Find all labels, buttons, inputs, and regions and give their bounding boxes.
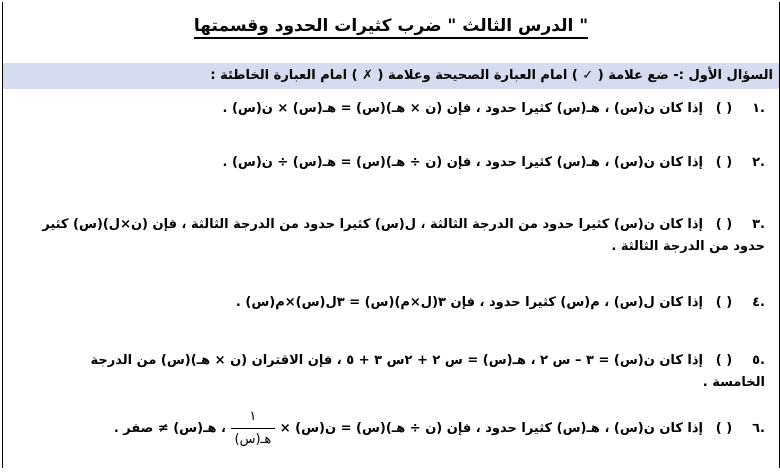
statement-3: .٣( )إذا كان ن(س) كثيرا حدود من الدرجة الثالثة ، ل(س) كثيرا حدود من الدرجة الثالثة ، فإن (ن×ل)(س) كثير حدود من الدرجة الثالثة . [35,214,765,258]
answer-box[interactable]: ( ) [715,421,733,436]
statement-2: .٢( )إذا كان ن(س) ، هـ(س) كثيرا حدود ، فإن (ن ÷ هـ)(س) = هـ(س) ÷ ن(س) . [222,152,765,174]
answer-box[interactable]: ( ) [715,155,733,170]
worksheet-page [2,2,780,468]
statement-4: .٤( )إذا كان ل(س) ، م(س) كثيرا حدود ، فإن ٣(ل×م)(س) = ٣ل(س)×م(س) . [236,292,765,314]
statement-6: .٦( )إذا كان ن(س) ، هـ(س) كثيرا حدود ، فإن (ن ÷ هـ)(س) = ن(س) × $\frac{١}{\text{هـ(س)}}$ ، هـ(س) ≠ صفر . [114,406,765,451]
answer-box[interactable]: ( ) [715,353,733,368]
answer-box[interactable]: ( ) [715,217,733,232]
statement-5: .٥( )إذا كان ن(س) = ٣ – س ٢ ، هـ(س) = س ٢ + ٢س ٣ + ٥ ، فإن الاقتران (ن × هـ)(س) من الدرجة الخامسة . [35,350,765,394]
answer-box[interactable]: ( ) [715,295,733,310]
fraction: $\frac{١}{\text{هـ(س)}}$ [231,406,276,451]
question-header: السؤال الأول :- ضع علامة ( ✓ ) امام العبارة الصحيحة وعلامة ( ✗ ) امام العبارة الخاطئة : [3,63,779,89]
lesson-title: الدرس الثالث " ضرب كثيرات الحدود وقسمتها " [3,16,779,36]
answer-box[interactable]: ( ) [715,101,733,116]
statement-1: .١( )إذا كان ن(س) ، هـ(س) كثيرا حدود ، فإن (ن × هـ)(س) = هـ(س) × ن(س) . [222,98,765,120]
